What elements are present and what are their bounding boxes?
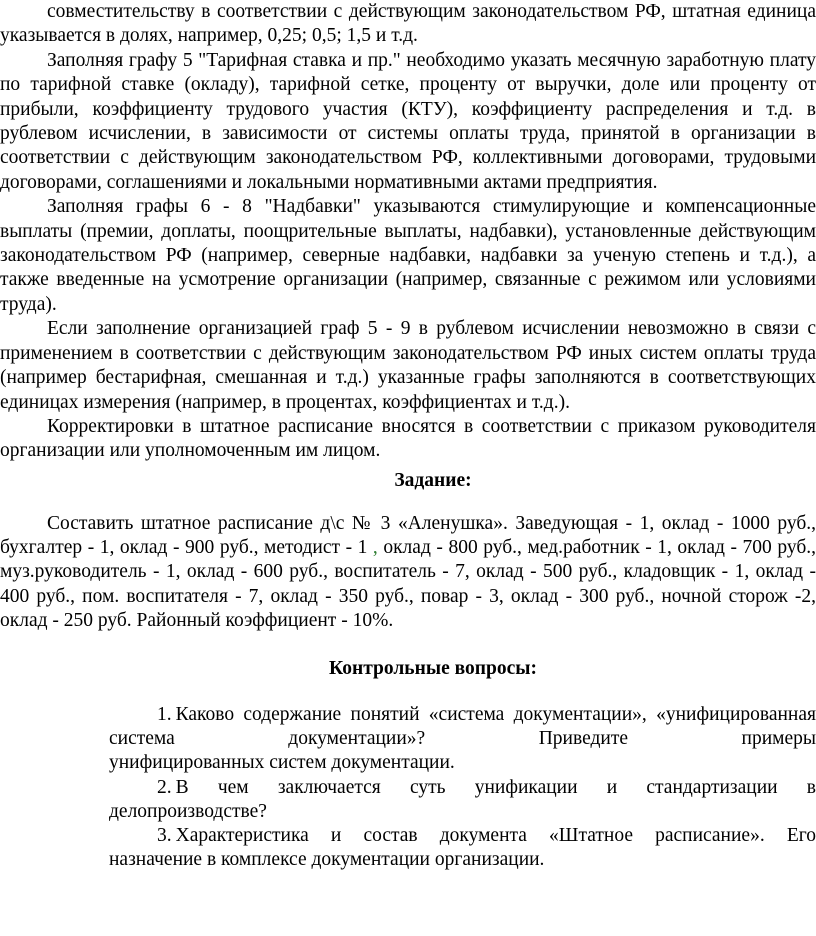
intro-text (0, 0, 816, 464)
questions-list (109, 703, 816, 872)
paragraph-grafy-5-9: Если заполнение организацией граф 5 - 9 в рублевом исчислении невозможно в связи с применением в соответствии с действующим законодательством РФ иных систем оплаты труда (например бестарифная, смешанная и т.д.) указанные графы заполняются в соответствующих единицах измерения (например, в процентах, коэффициентах и т.д.). (0, 318, 816, 413)
question-number: 2. (157, 776, 172, 798)
question-item-1 (109, 703, 816, 776)
task-text-part1: Составить штатное расписание д\с № 3 «Аленушка». Заведующая - 1, оклад - 1000 руб., бухгалтер - 1, оклад - 900 руб., методист - 1 (0, 513, 816, 559)
question-number: 1. (157, 704, 172, 725)
paragraph-grafy-6-8: Заполняя графы 6 - 8 "Надбавки" указываются стимулирующие и компенсационные выплаты (премии, доплаты, поощрительные выплаты, надбавки), установленные действующим законодательством РФ (например, северные надбавки, надбавки за ученую степень и т.д.), а также введенные на усмотрение организации (например, связанные с режимом или условиями труда). (0, 196, 816, 315)
paragraph-corrections: Корректировки в штатное расписание вносятся в соответствии с приказом руководителя организации или уполномоченным им лицом. (0, 415, 816, 462)
questions-heading: Контрольные вопросы: (329, 658, 537, 679)
question-text: Характеристика и состав документа «Штатное расписание». Его (175, 825, 816, 847)
task-text-part2: оклад - 800 руб., мед.работник - 1, оклад - 700 руб., муз.руководитель - 1, оклад - 600 руб., воспитатель - 7, оклад - 500 руб., кладовщик - 1, оклад - 400 руб., пом. воспитателя - 7, оклад - 350 руб., повар - 3, оклад - 300 руб., ночной сторож -2, оклад - 250 руб. Районный коэффициент - 10%. (0, 537, 816, 631)
question-1-rest: унифицированных систем документации. (109, 752, 455, 774)
question-1-first-line (109, 703, 816, 751)
paragraph-grafa-5: Заполняя графу 5 "Тарифная ставка и пр." необходимо указать месячную заработную плату по тарифной ставке (окладу), тарифной сетке, проценту от выручки, доле или проценту от прибыли, коэффициенту трудового участия (КТУ), коэффициенту распределения и т.д. в рублевом исчислении, в зависимости от системы оплаты труда, принятой в организации в соответствии с действующим законодательством РФ, коллективными договорами, трудовыми договорами, соглашениями и локальными нормативными актами предприятия. (0, 49, 816, 193)
question-2-rest: делопроизводстве? (109, 800, 267, 822)
question-3-first-line (109, 824, 816, 848)
question-text: Каково содержание понятий «система документации», «унифицированная система документации»? Приведите примеры (109, 704, 816, 750)
paragraph-continuation: совместительству в соответствии с действующим законодательством РФ, штатная единица указывается в долях, например, 0,25; 0,5; 1,5 и т.д. (0, 1, 816, 47)
question-text: В чем заключается суть унификации и стандартизации в (175, 776, 816, 798)
question-item-2 (109, 776, 816, 824)
question-number: 3. (157, 825, 172, 847)
task-heading: Задание: (394, 470, 472, 491)
task-paragraph (0, 512, 816, 633)
task-text-comma: , (367, 537, 378, 559)
task-text (0, 512, 816, 633)
question-item-3 (109, 824, 816, 872)
question-3-rest: назначение в комплексе документации организации. (109, 849, 545, 871)
question-2-first-line (109, 776, 816, 800)
